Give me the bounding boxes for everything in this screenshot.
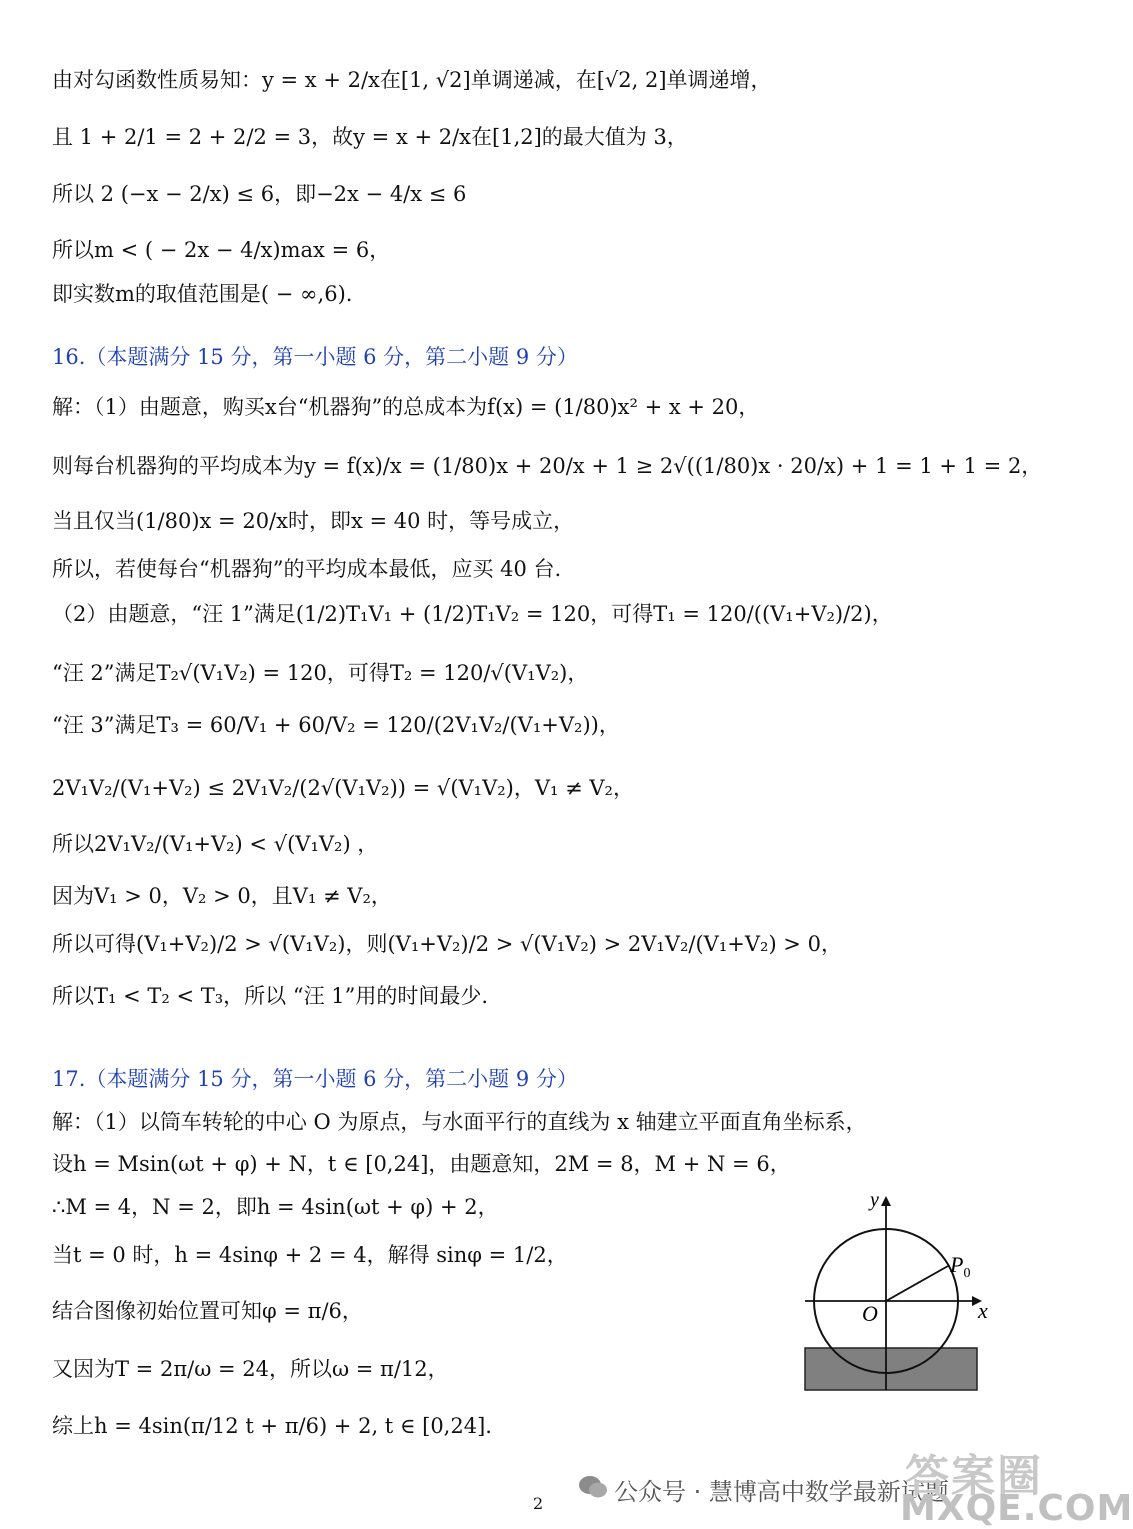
waterwheel-figure (800, 1188, 988, 1394)
text-line: 所以，若使每台“机器狗”的平均成本最低，应买 40 台. (52, 557, 562, 581)
radius-op0 (886, 1266, 948, 1301)
water-surface (805, 1348, 977, 1390)
x-axis-label: x (978, 1298, 988, 1323)
text-line: 由对勾函数性质易知：y = x + 2/x在[1, √2]单调递减，在[√2, 2]单调递增， (52, 68, 772, 92)
text-line: 所以可得(V₁+V₂)/2 > √(V₁V₂)，则(V₁+V₂)/2 > √(V₁V₂) > 2V₁V₂/(V₁+V₂) > 0， (52, 932, 842, 956)
text-line: 解：（1）以筒车转轮的中心 O 为原点，与水面平行的直线为 x 轴建立平面直角坐标系， (52, 1110, 867, 1134)
text-line: 结合图像初始位置可知φ = π/6， (52, 1299, 363, 1323)
watermark-stamp-top: 答案圈 (905, 1451, 1043, 1502)
page-number: 2 (533, 1494, 544, 1513)
text-line: 所以2V₁V₂/(V₁+V₂) < √(V₁V₂) ， (52, 832, 379, 856)
section-heading: 16.（本题满分 15 分，第一小题 6 分，第二小题 9 分） (52, 345, 578, 369)
text-line: （2）由题意，“汪 1”满足(1/2)T₁V₁ + (1/2)T₁V₂ = 120，可得T₁ = 120/((V₁+V₂)/2)， (52, 602, 893, 626)
text-line: 又因为T = 2π/ω = 24，所以ω = π/12， (52, 1357, 449, 1381)
section-heading: 17.（本题满分 15 分，第一小题 6 分，第二小题 9 分） (52, 1067, 578, 1091)
wechat-icon (578, 1474, 608, 1500)
text-line: 设h = Msin(ωt + φ) + N，t ∈ [0,24]，由题意知，2M = 8，M + N = 6， (52, 1152, 791, 1176)
text-line: 所以T₁ < T₂ < T₃，所以 “汪 1”用的时间最少. (52, 984, 489, 1008)
text-line: 所以m < ( − 2x − 4/x)max = 6， (52, 238, 391, 262)
text-line: 2V₁V₂/(V₁+V₂) ≤ 2V₁V₂/(2√(V₁V₂)) = √(V₁V₂)，V₁ ≠ V₂， (52, 776, 634, 800)
text-line: “汪 2”满足T₂√(V₁V₂) = 120，可得T₂ = 120/√(V₁V₂)， (52, 661, 589, 685)
text-line: “汪 3”满足T₃ = 60/V₁ + 60/V₂ = 120/(2V₁V₂/(V₁+V₂))， (52, 713, 620, 737)
text-line: 所以 2 (−x − 2/x) ≤ 6，即−2x − 4/x ≤ 6 (52, 182, 467, 206)
point-label: $P_0$ (950, 1252, 971, 1281)
y-axis-label: y (870, 1189, 879, 1211)
text-line: 解：（1）由题意，购买x台“机器狗”的总成本为f(x) = (1/80)x² + x + 20， (52, 395, 760, 419)
origin-label: O (862, 1301, 878, 1326)
text-line: 因为V₁ > 0，V₂ > 0，且V₁ ≠ V₂， (52, 884, 392, 908)
text-line: 综上h = 4sin(π/12 t + π/6) + 2, t ∈ [0,24]. (52, 1414, 492, 1438)
text-line: 即实数m的取值范围是( − ∞,6). (52, 282, 353, 306)
text-line: 当且仅当(1/80)x = 20/x时，即x = 40 时，等号成立， (52, 509, 575, 533)
text-line: 且 1 + 2/1 = 2 + 2/2 = 3，故y = x + 2/x在[1,2]的最大值为 3， (52, 125, 688, 149)
text-line: ∴M = 4，N = 2，即h = 4sin(ωt + φ) + 2， (52, 1195, 499, 1219)
watermark-text: 公众号 · 慧博高中数学最新试题 (614, 1478, 949, 1506)
watermark-stamp-bottom: MXQE.COM (900, 1488, 1133, 1529)
text-line: 则每台机器狗的平均成本为y = f(x)/x = (1/80)x + 20/x + 1 ≥ 2√((1/80)x · 20/x) + 1 = 1 + 1 = 2， (52, 454, 1043, 478)
text-line: 当t = 0 时，h = 4sinφ + 2 = 4，解得 sinφ = 1/2， (52, 1243, 568, 1267)
y-axis-arrow (881, 1196, 891, 1206)
